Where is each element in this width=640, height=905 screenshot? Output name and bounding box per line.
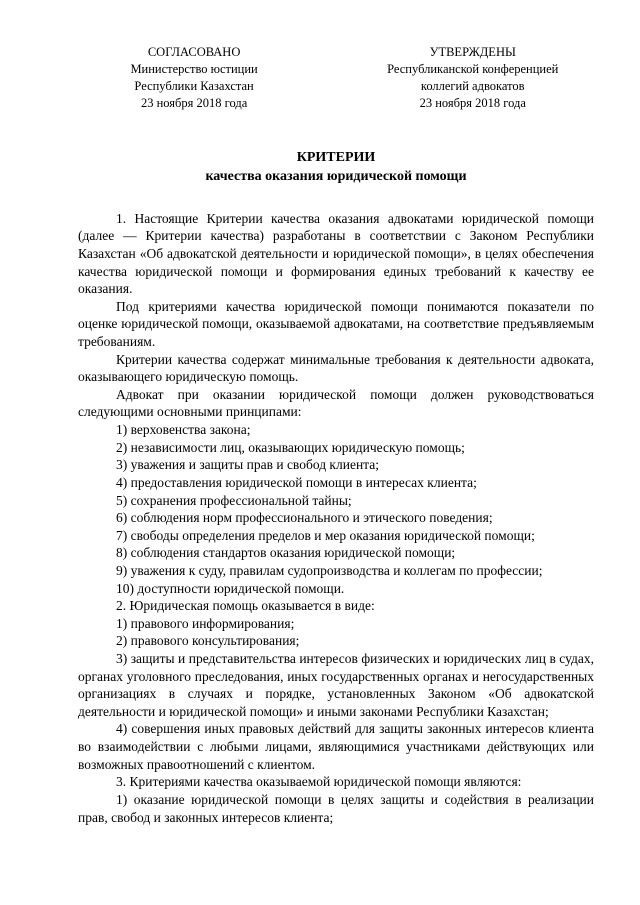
- paragraph: Адвокат при оказании юридической помощи должен руководствоваться следующими основными принципами:: [78, 386, 594, 420]
- agreed-org-line: Министерство юстиции: [130, 62, 258, 76]
- approval-header: [78, 44, 594, 112]
- paragraph: Под критериями качества юридической помощи понимаются показатели по оценке юридической помощи, оказываемой адвокатами, на соответствие предъявляемым требованиям.: [78, 298, 594, 350]
- paragraph: 2) независимости лиц, оказывающих юридическую помощь;: [116, 439, 465, 455]
- approved-heading: УТВЕРЖДЕНЫ: [429, 45, 516, 59]
- paragraph: 10) доступности юридической помощи.: [116, 580, 345, 596]
- agreed-block: [78, 44, 310, 112]
- paragraph: 3) защиты и представительства интересов физических и юридических лиц в судах, органах уголовного преследования, иных государственных органах и негосударственных организациях в случаях и порядке, установленных Законом «Об адвокатской деятельности и юридической помощи» и иными законами Республики Казахстан;: [78, 651, 594, 719]
- paragraph: 9) уважения к суду, правилам судопроизводства и коллегам по профессии;: [116, 562, 543, 578]
- paragraph: 1) верховенства закона;: [116, 422, 251, 438]
- approved-org-line: коллегий адвокатов: [420, 79, 525, 93]
- paragraph: 4) предоставления юридической помощи в интересах клиента;: [116, 474, 477, 490]
- agreed-heading: СОГЛАСОВАНО: [147, 45, 241, 59]
- paragraph: Критерии качества содержат минимальные требования к деятельности адвоката, оказывающего юридическую помощь.: [78, 351, 594, 385]
- paragraph: 5) сохранения профессиональной тайны;: [116, 492, 352, 508]
- agreed-org-line: Республики Казахстан: [134, 79, 254, 93]
- document-title: [78, 149, 594, 187]
- title-line-1: КРИТЕРИИ: [296, 150, 376, 165]
- paragraph: 8) соблюдения стандартов оказания юридической помощи;: [116, 545, 456, 561]
- approved-block: [351, 44, 594, 112]
- paragraph: 3) уважения и защиты прав и свобод клиента;: [116, 457, 379, 473]
- document-body: [78, 210, 594, 826]
- paragraph: 4) совершения иных правовых действий для защиты законных интересов клиента во взаимодействии с любыми лицами, являющимися участниками действующих или возможных правоотношений с клиентом.: [78, 721, 594, 772]
- agreed-date: 23 ноября 2018 года: [140, 96, 248, 110]
- paragraph: 1) оказание юридической помощи в целях защиты и содействия в реализации прав, свобод и законных интересов клиента;: [78, 791, 594, 825]
- title-line-2: качества оказания юридической помощи: [205, 168, 467, 184]
- approved-org-line: Республиканской конференцией: [387, 62, 559, 76]
- paragraph: 3. Критериями качества оказываемой юридической помощи являются:: [116, 774, 522, 790]
- paragraph: 2. Юридическая помощь оказывается в виде:: [116, 598, 375, 614]
- paragraph: 2) правового консультирования;: [116, 633, 300, 649]
- paragraph: 1. Настоящие Критерии качества оказания адвокатами юридической помощи (далее — Критерии качества) разработаны в соответствии с Законом Республики Казахстан «Об адвокатской деятельности и юридической помощи», в целях обеспечения качества юридической помощи и формирования единых требований к качеству ее оказания.: [78, 210, 594, 297]
- paragraph: 6) соблюдения норм профессионального и этического поведения;: [116, 510, 493, 526]
- approved-date: 23 ноября 2018 года: [419, 96, 526, 110]
- paragraph: 1) правового информирования;: [116, 615, 295, 631]
- paragraph: 7) свободы определения пределов и мер оказания юридической помощи;: [116, 527, 535, 543]
